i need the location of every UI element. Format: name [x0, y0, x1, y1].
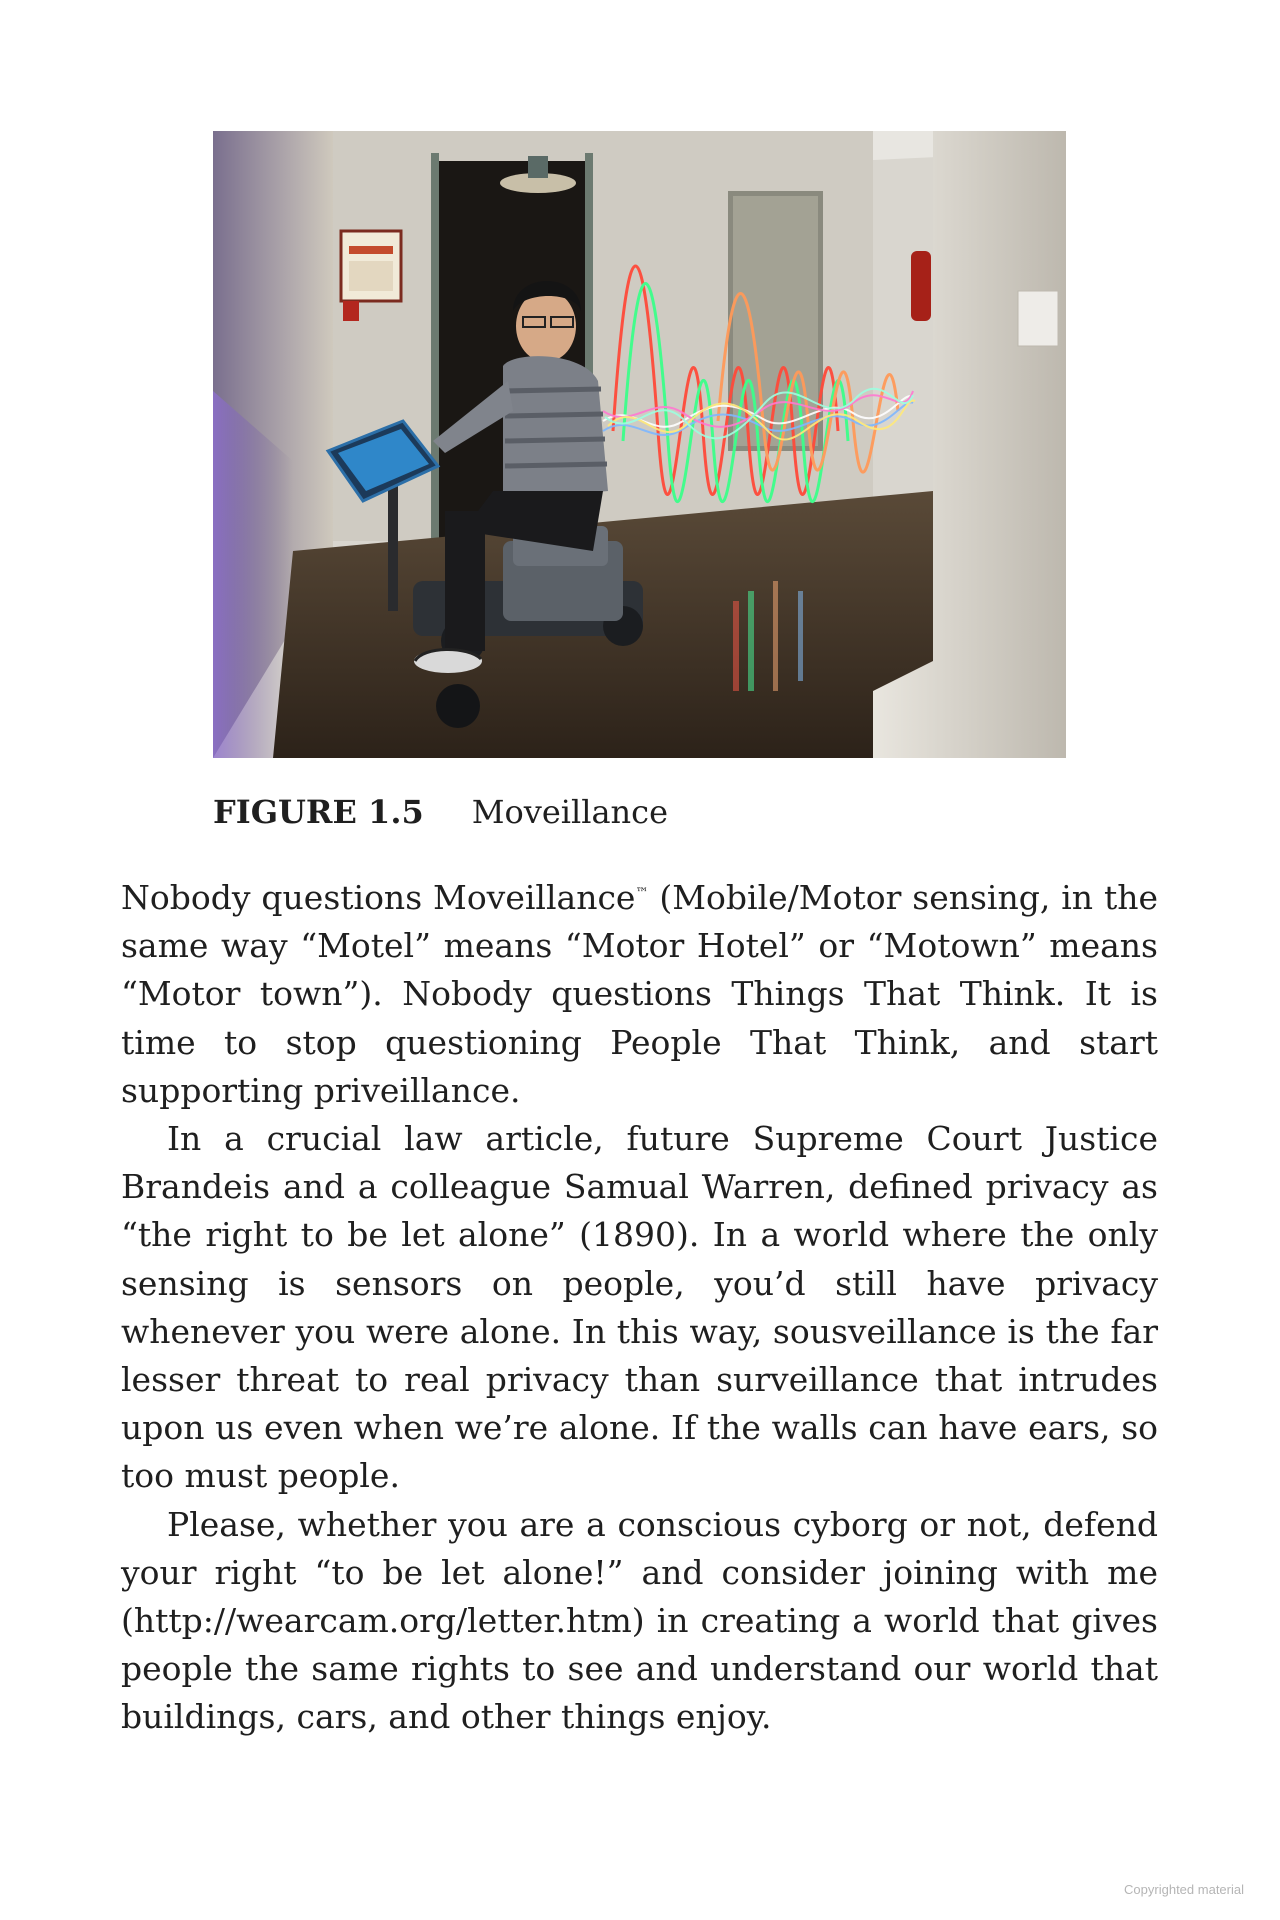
- copyright-notice: Copyrighted material: [1124, 1882, 1244, 1897]
- paragraph-1: [121, 870, 1158, 1115]
- paragraph-2: In a crucial law article, future Supreme Court Justice Brandeis and a colleague Samual Warren, defined privacy as “the right to be let alone” (1890). In a world where the only sensing is sensors on people, you’d still have privacy whenever you were alone. In this way, sousveillance is the far lesser threat to real privacy than surveillance that intrudes upon us even when we’re alone. If the walls can have ears, so too must people.: [121, 1119, 1158, 1496]
- paragraph-3: Please, whether you are a conscious cyborg or not, defend your right “to be let alone!” and consider joining with me (http://wearcam.org/letter.htm) in creating a world that gives people the same rights to see and understand our world that buildings, cars, and other things enjoy.: [121, 1504, 1158, 1737]
- paragraph-1-lead: Nobody questions Moveillance: [121, 878, 636, 917]
- figure-label: FIGURE 1.5: [213, 793, 424, 831]
- moveillance-photo: [213, 131, 1066, 758]
- body-text: [121, 870, 1158, 1742]
- paragraph-1-rest: (Mobile/Motor sensing, in the same way “Motel” means “Motor Hotel” or “Motown” means “Motor town”). Nobody questions Things That Think. It is time to stop questioning People That Think, and start supporting priveillance.: [121, 878, 1158, 1110]
- figure-photo: [213, 131, 1066, 758]
- figure-caption: [213, 790, 668, 834]
- trademark-symbol: ™: [635, 886, 649, 901]
- figure-title: Moveillance: [471, 793, 669, 831]
